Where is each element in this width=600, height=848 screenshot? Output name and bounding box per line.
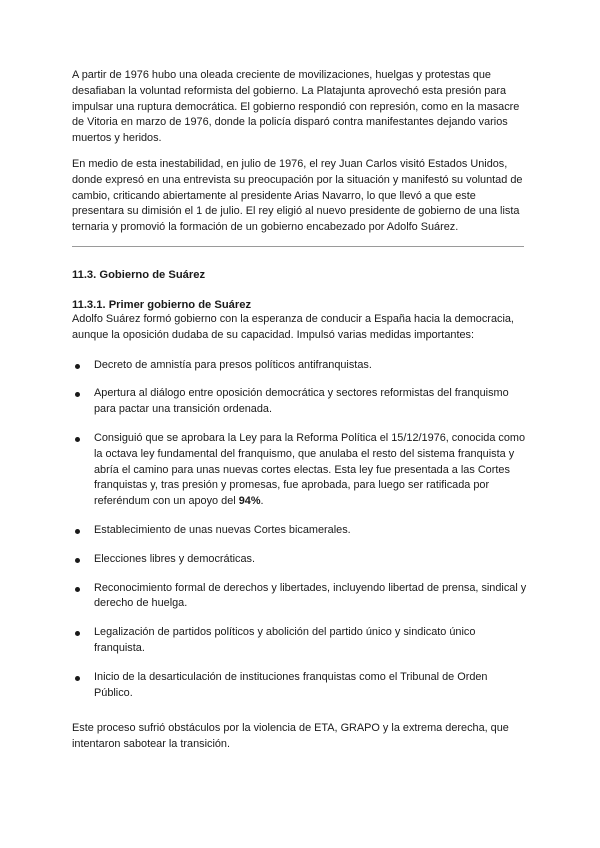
list-item-text: Legalización de partidos políticos y abolición del partido único y sindicato único franquista. (94, 626, 476, 654)
list-item-text-main: Consiguió que se aprobara la Ley para la Reforma Política el 15/12/1976, conocida como la octava ley fundamental del franquismo, que anulaba el resto del sistema franquista y abría el camino para unas nuevas cortes electas. Esta ley fue presentada a las Cortes franquistas y, tras presión y promesas, fue aprobada, para luego ser ratificada por referéndum con un apoyo del (94, 431, 526, 508)
bullet-icon (75, 631, 80, 636)
subsection-intro: Adolfo Suárez formó gobierno con la esperanza de conducir a España hacia la democracia, aunque la oposición dudaba de su capacidad. Impulsó varias medidas importantes: (72, 312, 514, 341)
list-item-text-end: . (260, 495, 264, 508)
bullet-icon (75, 364, 80, 369)
list-item-text: Establecimiento de unas nuevas Cortes bicamerales. (94, 523, 351, 536)
bullet-icon (75, 529, 80, 534)
list-item (72, 625, 528, 657)
list-item-text (94, 432, 525, 507)
list-item (72, 386, 528, 418)
bullet-icon (75, 587, 80, 592)
section-heading: 11.3. Gobierno de Suárez (72, 268, 206, 281)
measures-list (72, 358, 528, 702)
list-item (72, 552, 528, 568)
bullet-icon (75, 676, 80, 681)
referendum-percentage: 94% (238, 495, 261, 508)
list-item (72, 581, 528, 613)
list-item-text: Reconocimiento formal de derechos y libertades, incluyendo libertad de prensa, sindical y derecho de huelga. (94, 581, 527, 610)
list-item (72, 523, 528, 539)
list-item (72, 431, 528, 510)
subsection-heading: 11.3.1. Primer gobierno de Suárez (72, 298, 252, 311)
paragraph-mobilizations: A partir de 1976 hubo una oleada creciente de movilizaciones, huelgas y protestas que desafiaban la voluntad reformista del gobierno. La Platajunta aprovechó esta presión para impulsar una ruptura democrática. El gobierno respondió con represión, como en la masacre de Vitoria en marzo de 1976, donde la policía disparó contra manifestantes dejando varios muertos y heridos. (72, 69, 520, 145)
bullet-icon (75, 437, 80, 442)
bullet-icon (75, 558, 80, 563)
list-item-text: Apertura al diálogo entre oposición democrática y sectores reformistas del franquismo para pactar una transición ordenada. (94, 387, 509, 416)
list-item-text: Decreto de amnistía para presos políticos antifranquistas. (94, 358, 372, 371)
bullet-icon (75, 392, 80, 397)
document-content (72, 68, 528, 753)
list-item (72, 670, 528, 702)
paragraph-king-visit: En medio de esta inestabilidad, en julio de 1976, el rey Juan Carlos visitó Estados Unidos, donde expresó en una entrevista su preocupación por la situación y manifestó su voluntad de cambio, criticando abiertamente al presidente Arias Navarro, lo que llevó a que este presentara su dimisión el 1 de julio. El rey eligió al nuevo presidente de gobierno de una lista ternaria y promovió la formación de un gobierno encabezado por Adolfo Suárez. (72, 157, 523, 234)
list-item-text: Inicio de la desarticulación de instituciones franquistas como el Tribunal de Orden Público. (94, 670, 488, 699)
list-item (72, 358, 528, 374)
horizontal-divider (72, 246, 524, 247)
list-item-text: Elecciones libres y democráticas. (94, 552, 256, 565)
closing-paragraph: Este proceso sufrió obstáculos por la violencia de ETA, GRAPO y la extrema derecha, que intentaron sabotear la transición. (72, 722, 509, 751)
